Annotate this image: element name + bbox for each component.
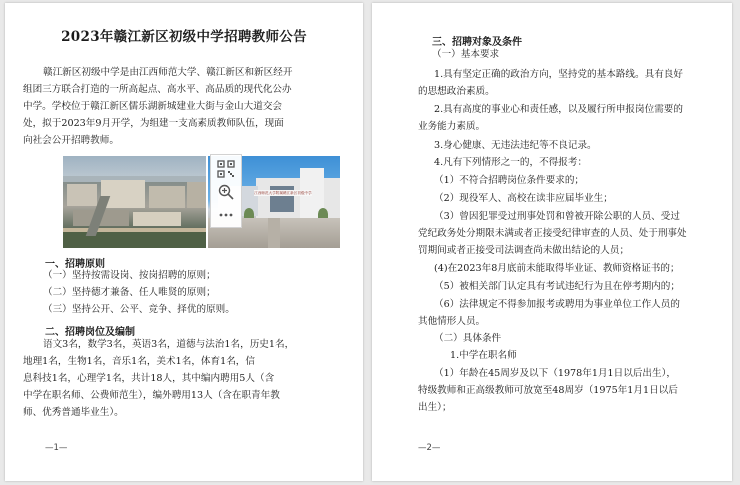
document-page-right	[372, 3, 732, 481]
intro-line: 赣江新区初级中学是由江西师范大学、赣江新区和新区经开	[43, 67, 293, 78]
position-line: 地理1名，生物1名，音乐1名，美术1名，体育1名，信	[23, 356, 255, 367]
section-heading: 三、招聘对象及条件	[432, 37, 522, 48]
requirement-line: 业务能力素质。	[418, 121, 486, 132]
position-line: 息科技1名，心理学1名，共计18人，其中编内聘用5人（含	[23, 373, 275, 384]
position-line: 师、优秀普通毕业生）。	[23, 407, 124, 418]
page-number: —1—	[45, 443, 68, 453]
requirement-line: 的思想政治素质。	[418, 86, 495, 97]
image-toolbar	[210, 154, 242, 228]
requirement-line: （3）曾因犯罪受过刑事处罚和曾被开除公职的人员、受过	[434, 211, 680, 222]
zoom-icon[interactable]	[216, 182, 236, 202]
condition-line: 出生）；	[418, 402, 452, 413]
requirement-line: 3.身心健康、无违法违纪等不良记录。	[434, 140, 597, 151]
intro-line: 处，拟于2023年9月开学，为组建一支高素质教师队伍，现面	[23, 118, 284, 129]
campus-aerial-photo	[63, 156, 206, 248]
subsection-heading: （一）基本要求	[432, 49, 500, 60]
qr-code-icon[interactable]	[216, 159, 236, 179]
intro-line: 组团三方联合打造的一所高起点、高水平、高品质的现代化公办	[23, 84, 292, 95]
requirement-line: 4.凡有下列情形之一的，不得报考：	[434, 157, 588, 168]
principle-item: （三）坚持公开、公平、竞争、择优的原则。	[43, 304, 235, 315]
requirement-line: （6）法律规定不得参加报考或聘用为事业单位工作人员的	[434, 299, 680, 310]
more-icon[interactable]	[216, 205, 236, 225]
requirement-line: （2）现役军人、高校在读非应届毕业生；	[434, 193, 613, 204]
requirement-line: 1.具有坚定正确的政治方向，坚持党的基本路线。具有良好	[434, 69, 683, 80]
document-page-left	[5, 3, 363, 481]
position-line: 语文3名，数学3名，英语3名，道德与法治1名，历史1名，	[43, 339, 295, 350]
requirement-line: (4)在2023年8月底前未能取得毕业证、教师资格证书的；	[434, 263, 680, 274]
requirement-line: 其他情形人员。	[418, 316, 486, 327]
principle-item: （二）坚持德才兼备、任人唯贤的原则；	[43, 287, 216, 298]
requirement-line: （1）不符合招聘岗位条件要求的；	[434, 175, 585, 186]
position-line: 中学在职名师、公费师范生），编外聘用13人（含在职青年教	[23, 390, 280, 401]
requirement-line: 党纪政务处分期限未满或者正接受纪律审查的人员、处于刑事处	[418, 228, 687, 239]
condition-item: 1.中学在职名师	[450, 350, 517, 361]
condition-line: （1）年龄在45周岁及以下（1978年1月1日以后出生），	[434, 368, 677, 379]
gate-sign: 江西师范大学附属赣江新区初级中学	[254, 191, 312, 195]
requirement-line: （5）被相关部门认定具有考试违纪行为且在停考期内的；	[434, 281, 680, 292]
principle-item: （一）坚持按需设岗、按岗招聘的原则；	[43, 270, 216, 281]
section-heading: 二、招聘岗位及编制	[45, 327, 135, 338]
requirement-line: 罚期间或者正接受司法调查尚未做出结论的人员；	[418, 245, 630, 256]
intro-line: 中学。学校位于赣江新区儒乐湖新城建业大街与金山大道交会	[23, 101, 283, 112]
document-title: 2023年赣江新区初级中学招聘教师公告	[61, 29, 307, 45]
requirement-line: 2.具有高度的事业心和责任感，以及履行所申报岗位需要的	[434, 104, 683, 115]
subsection-heading: （二）具体条件	[434, 333, 502, 344]
section-heading: 一、招聘原则	[45, 259, 105, 270]
intro-line: 向社会公开招聘教师。	[23, 135, 119, 146]
page-number: —2—	[418, 443, 441, 453]
condition-line: 特级教师和正高级教师可放宽至48周岁（1975年1月1日以后	[418, 385, 678, 396]
